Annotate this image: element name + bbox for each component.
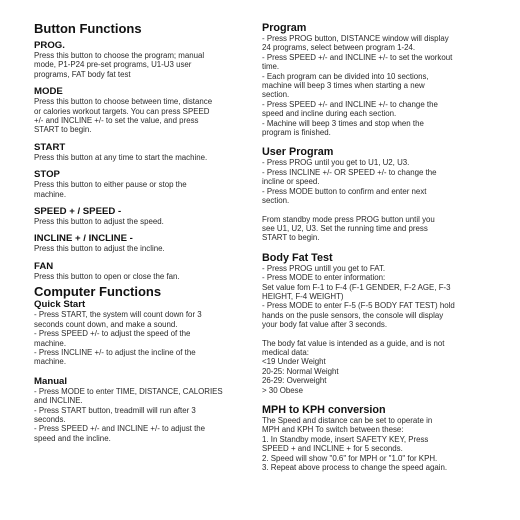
body-fat-line: - Press MODE to enter information: xyxy=(262,273,386,283)
program-line: - Press PROG button, DISTANCE window will display xyxy=(262,34,449,43)
user-program-note-line: START to begin. xyxy=(262,233,320,243)
user-program-line: - Press PROG until you get to U1, U2, U3. xyxy=(262,158,410,168)
manual-line: - Press SPEED +/- and INCLINE +/- to adjust the xyxy=(34,424,206,434)
program-line: - Press SPEED +/- and INCLINE +/- to set the workout xyxy=(262,52,453,62)
body-fat-heading: Body Fat Test xyxy=(262,251,333,264)
mode-line: START to begin. xyxy=(34,125,92,135)
speed-line: Press this button to adjust the speed. xyxy=(34,217,164,227)
program-line: - Each program can be divided into 10 sections, xyxy=(262,71,429,81)
body-fat-section xyxy=(262,252,492,395)
body-fat-line: - Press MODE to enter F-5 (F-5 BODY FAT TEST) hold xyxy=(262,301,455,311)
body-fat-line: your body fat value after 3 seconds. xyxy=(262,320,388,330)
quick-start-line: - Press INCLINE +/- to adjust the incline of the xyxy=(34,347,196,357)
program-line: section. xyxy=(262,90,290,100)
manual-line: and INCLINE. xyxy=(34,396,83,406)
mode-line: Press this button to choose between time, distance xyxy=(34,97,213,107)
mph-kph-heading: MPH to KPH conversion xyxy=(262,404,386,416)
mode-line: +/- and INCLINE +/- to set the value, and press xyxy=(34,116,199,126)
prog-line: Press this button to choose the program; manual xyxy=(34,51,205,60)
incline-section xyxy=(34,233,250,253)
body-fat-line: Set value fom F-1 to F-4 (F-1 GENDER, F-2 AGE, F-3 xyxy=(262,282,451,292)
body-fat-note-line: <19 Under Weight xyxy=(262,357,326,367)
prog-line: programs, FAT body fat test xyxy=(34,69,131,79)
program-line: - Machine will beep 3 times and stop when the xyxy=(262,118,424,128)
body-fat-note-line: > 30 Obese xyxy=(262,385,304,395)
user-program-line: - Press MODE button to confirm and enter next xyxy=(262,186,427,196)
manual-line: - Press MODE to enter TIME, DISTANCE, CALORIES xyxy=(34,386,223,396)
mode-section xyxy=(34,86,250,135)
fan-heading: FAN xyxy=(34,260,54,272)
program-line: program is finished. xyxy=(262,128,331,138)
mph-kph-section xyxy=(262,404,492,472)
quick-start-heading: Quick Start xyxy=(34,299,86,311)
quick-start-line: machine. xyxy=(34,338,67,348)
body-fat-note-line: 26-29: Overweight xyxy=(262,376,327,386)
fan-section xyxy=(34,261,250,281)
mph-kph-line: 1. In Standby mode, insert SAFETY KEY, Press xyxy=(262,434,429,444)
mode-line: or calories workout targets. You can press SPEED xyxy=(34,106,210,116)
quick-start-line: machine. xyxy=(34,357,67,367)
speed-section xyxy=(34,206,250,226)
user-program-note-line: From standby mode press PROG button until you xyxy=(262,214,435,224)
stop-line: Press this button to either pause or stop the xyxy=(34,180,187,190)
prog-line: mode, P1-P24 pre-set programs, U1-U3 user xyxy=(34,60,192,70)
quick-start-line: - Press SPEED +/- to adjust the speed of the xyxy=(34,329,191,339)
quick-start-section xyxy=(34,299,250,366)
program-line: - Press SPEED +/- and INCLINE +/- to change the xyxy=(262,99,438,109)
body-fat-note-line: medical data: xyxy=(262,347,309,357)
prog-section xyxy=(34,40,250,79)
stop-heading: STOP xyxy=(34,169,60,181)
incline-line: Press this button to adjust the incline. xyxy=(34,244,165,254)
speed-heading: SPEED + / SPEED - xyxy=(34,206,122,218)
mph-kph-line: SPEED + and INCLINE + for 5 seconds. xyxy=(262,444,403,454)
manual-heading: Manual xyxy=(34,375,68,387)
start-line: Press this button at any time to start the machine. xyxy=(34,152,208,162)
user-program-line: section. xyxy=(262,196,290,206)
quick-start-line: - Press START, the system will count down for 3 xyxy=(34,310,202,320)
user-program-note-line: see U1, U2, U3. Set the running time and press xyxy=(262,223,428,233)
prog-heading: PROG. xyxy=(34,40,65,51)
manual-line: seconds. xyxy=(34,414,66,424)
incline-heading: INCLINE + / INCLINE - xyxy=(34,233,133,245)
mph-kph-line: The Speed and distance can be set to operate in xyxy=(262,416,433,425)
manual-section xyxy=(34,376,250,443)
mph-kph-line: 3. Repeat above process to change the speed again. xyxy=(262,463,448,473)
user-program-line: - Press INCLINE +/- OR SPEED +/- to change the xyxy=(262,167,437,177)
button-functions-title: Button Functions xyxy=(34,21,142,36)
program-line: machine will beep 3 times when starting a new xyxy=(262,81,425,91)
program-line: time. xyxy=(262,62,280,72)
body-fat-note-line: 20-25: Normal Weight xyxy=(262,366,339,376)
mode-heading: MODE xyxy=(34,86,63,98)
user-program-line: incline or speed. xyxy=(262,177,320,187)
manual-line: - Press START button, treadmill will run after 3 xyxy=(34,405,196,415)
user-program-heading: User Program xyxy=(262,146,334,159)
stop-section xyxy=(34,169,250,199)
right-column xyxy=(262,22,492,472)
fan-line: Press this button to open or close the fan. xyxy=(34,271,180,281)
start-heading: START xyxy=(34,141,66,153)
mph-kph-line: MPH and KPH To switch between these: xyxy=(262,425,404,435)
body-fat-line: - Press PROG untill you get to FAT. xyxy=(262,263,386,273)
program-line: speed and incline during each section. xyxy=(262,109,397,119)
program-heading: Program xyxy=(262,22,307,34)
left-column xyxy=(34,22,250,443)
manual-line: speed and the incline. xyxy=(34,433,111,443)
body-fat-line: hands on the pusle sensors, the console will display xyxy=(262,310,444,320)
body-fat-note-line: The body fat value is intended as a guide, and is not xyxy=(262,338,445,348)
user-program-section xyxy=(262,146,492,242)
quick-start-line: seconds count down, and make a sound. xyxy=(34,319,178,329)
start-section xyxy=(34,142,250,162)
body-fat-line: HEIGHT, F-4 WEIGHT) xyxy=(262,291,344,301)
computer-functions-title: Computer Functions xyxy=(34,284,162,300)
mph-kph-line: 2. Speed will show "0.6" for MPH or "1.0" for KPH. xyxy=(262,453,438,463)
program-section xyxy=(262,22,492,137)
program-line: 24 programs, select between program 1-24. xyxy=(262,43,416,53)
stop-line: machine. xyxy=(34,189,67,199)
